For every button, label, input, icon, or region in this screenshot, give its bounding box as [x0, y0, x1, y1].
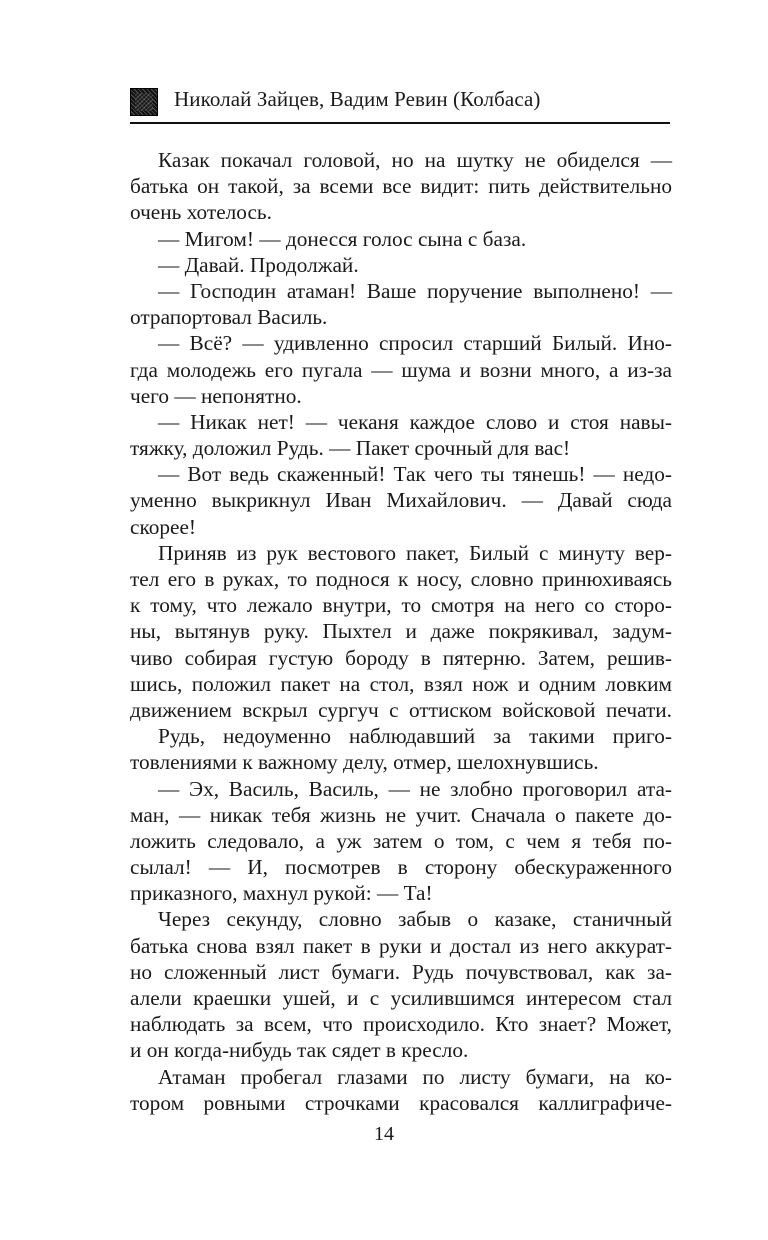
text-line: приказного, махнул рукой: — Та! [130, 881, 433, 906]
page-number: 14 [374, 1123, 394, 1145]
text-line: скорее! [130, 514, 197, 539]
text-line: но сложенный лист бумаги. Рудь почувствовал, как за- [130, 959, 672, 984]
text-line: — Никак нет! — чеканя каждое слово и стоя навы- [158, 409, 672, 434]
text-line: алели краешки ушей, и с усилившимся интересом стал [130, 986, 672, 1010]
text-line: шись, положил пакет на стол, взял нож и одним ловким [130, 671, 672, 696]
text-line: тяжку, доложил Рудь. — Пакет срочный для вас! [130, 436, 571, 461]
text-line: Казак покачал головой, но на шутку не обиделся — [158, 148, 672, 172]
text-line: батька он такой, за всеми все видит: пить действительно [130, 174, 672, 199]
text-line: — Господин атаман! Ваше поручение выполнено! — [158, 278, 672, 303]
text-line: — Всё? — удивленно спросил старший Билый. Ино- [158, 331, 672, 356]
text-line: — Давай. Продолжай. [158, 252, 359, 277]
text-line: тел его в руках, то поднося к носу, словно принюхиваясь [130, 567, 672, 591]
text-line: товлениями к важному делу, отмер, шелохнувшись. [130, 750, 599, 775]
text-line: очень хотелось. [130, 200, 272, 225]
header-rule [130, 122, 670, 124]
text-line: — Мигом! — донесся голос сына с база. [158, 226, 527, 251]
text-line: Приняв из рук вестового пакет, Билый с минуту вер- [158, 540, 672, 565]
text-line: сылал! — И, посмотрев в сторону обескураженного [130, 855, 672, 880]
square-ornament-icon [130, 88, 158, 116]
text-line: чего — непонятно. [130, 383, 302, 408]
text-line: уменно выкрикнул Иван Михайлович. — Давай сюда [130, 488, 672, 513]
text-line: батька снова взял пакет в руки и достал из него аккурат- [130, 933, 672, 958]
text-line: ны, вытянув руку. Пыхтел и даже покрякивал, задум- [130, 619, 672, 644]
text-line: гда молодежь его пугала — шума и возни много, а из-за [130, 357, 672, 382]
text-line: Через секунду, словно забыв о казаке, станичный [158, 907, 672, 932]
text-line: — Эх, Василь, Василь, — не злобно проговорил ата- [158, 776, 672, 801]
text-line: ман, — никак тебя жизнь не учит. Сначала о пакете до- [130, 802, 672, 827]
text-line: отрапортовал Василь. [130, 305, 328, 330]
text-line: тором ровными строчками красовался каллиграфиче- [130, 1090, 672, 1115]
text-line: и он когда-нибудь так сядет в кресло. [130, 1038, 469, 1063]
running-header [130, 84, 670, 116]
text-line: чиво собирая густую бороду в пятерню. Затем, решив- [130, 645, 672, 670]
text-line: Рудь, недоуменно наблюдавший за такими приго- [158, 724, 672, 749]
running-title: Николай Зайцев, Вадим Ревин (Колбаса) [174, 87, 541, 111]
text-line: наблюдать за всем, что происходило. Кто знает? Может, [130, 1012, 672, 1037]
text-line: — Вот ведь скаженный! Так чего ты тянешь! — недо- [158, 462, 672, 487]
text-line: ложить следовало, а уж затем о том, с чем я тебя по- [130, 828, 672, 853]
text-line: Атаман пробегал глазами по листу бумаги, на ко- [158, 1064, 672, 1089]
text-line: к тому, что лежало внутри, то смотря на него со сторо- [130, 593, 672, 618]
body-text [130, 147, 672, 1116]
text-line: движением вскрыл сургуч с оттиском войсковой печати. [130, 697, 672, 722]
